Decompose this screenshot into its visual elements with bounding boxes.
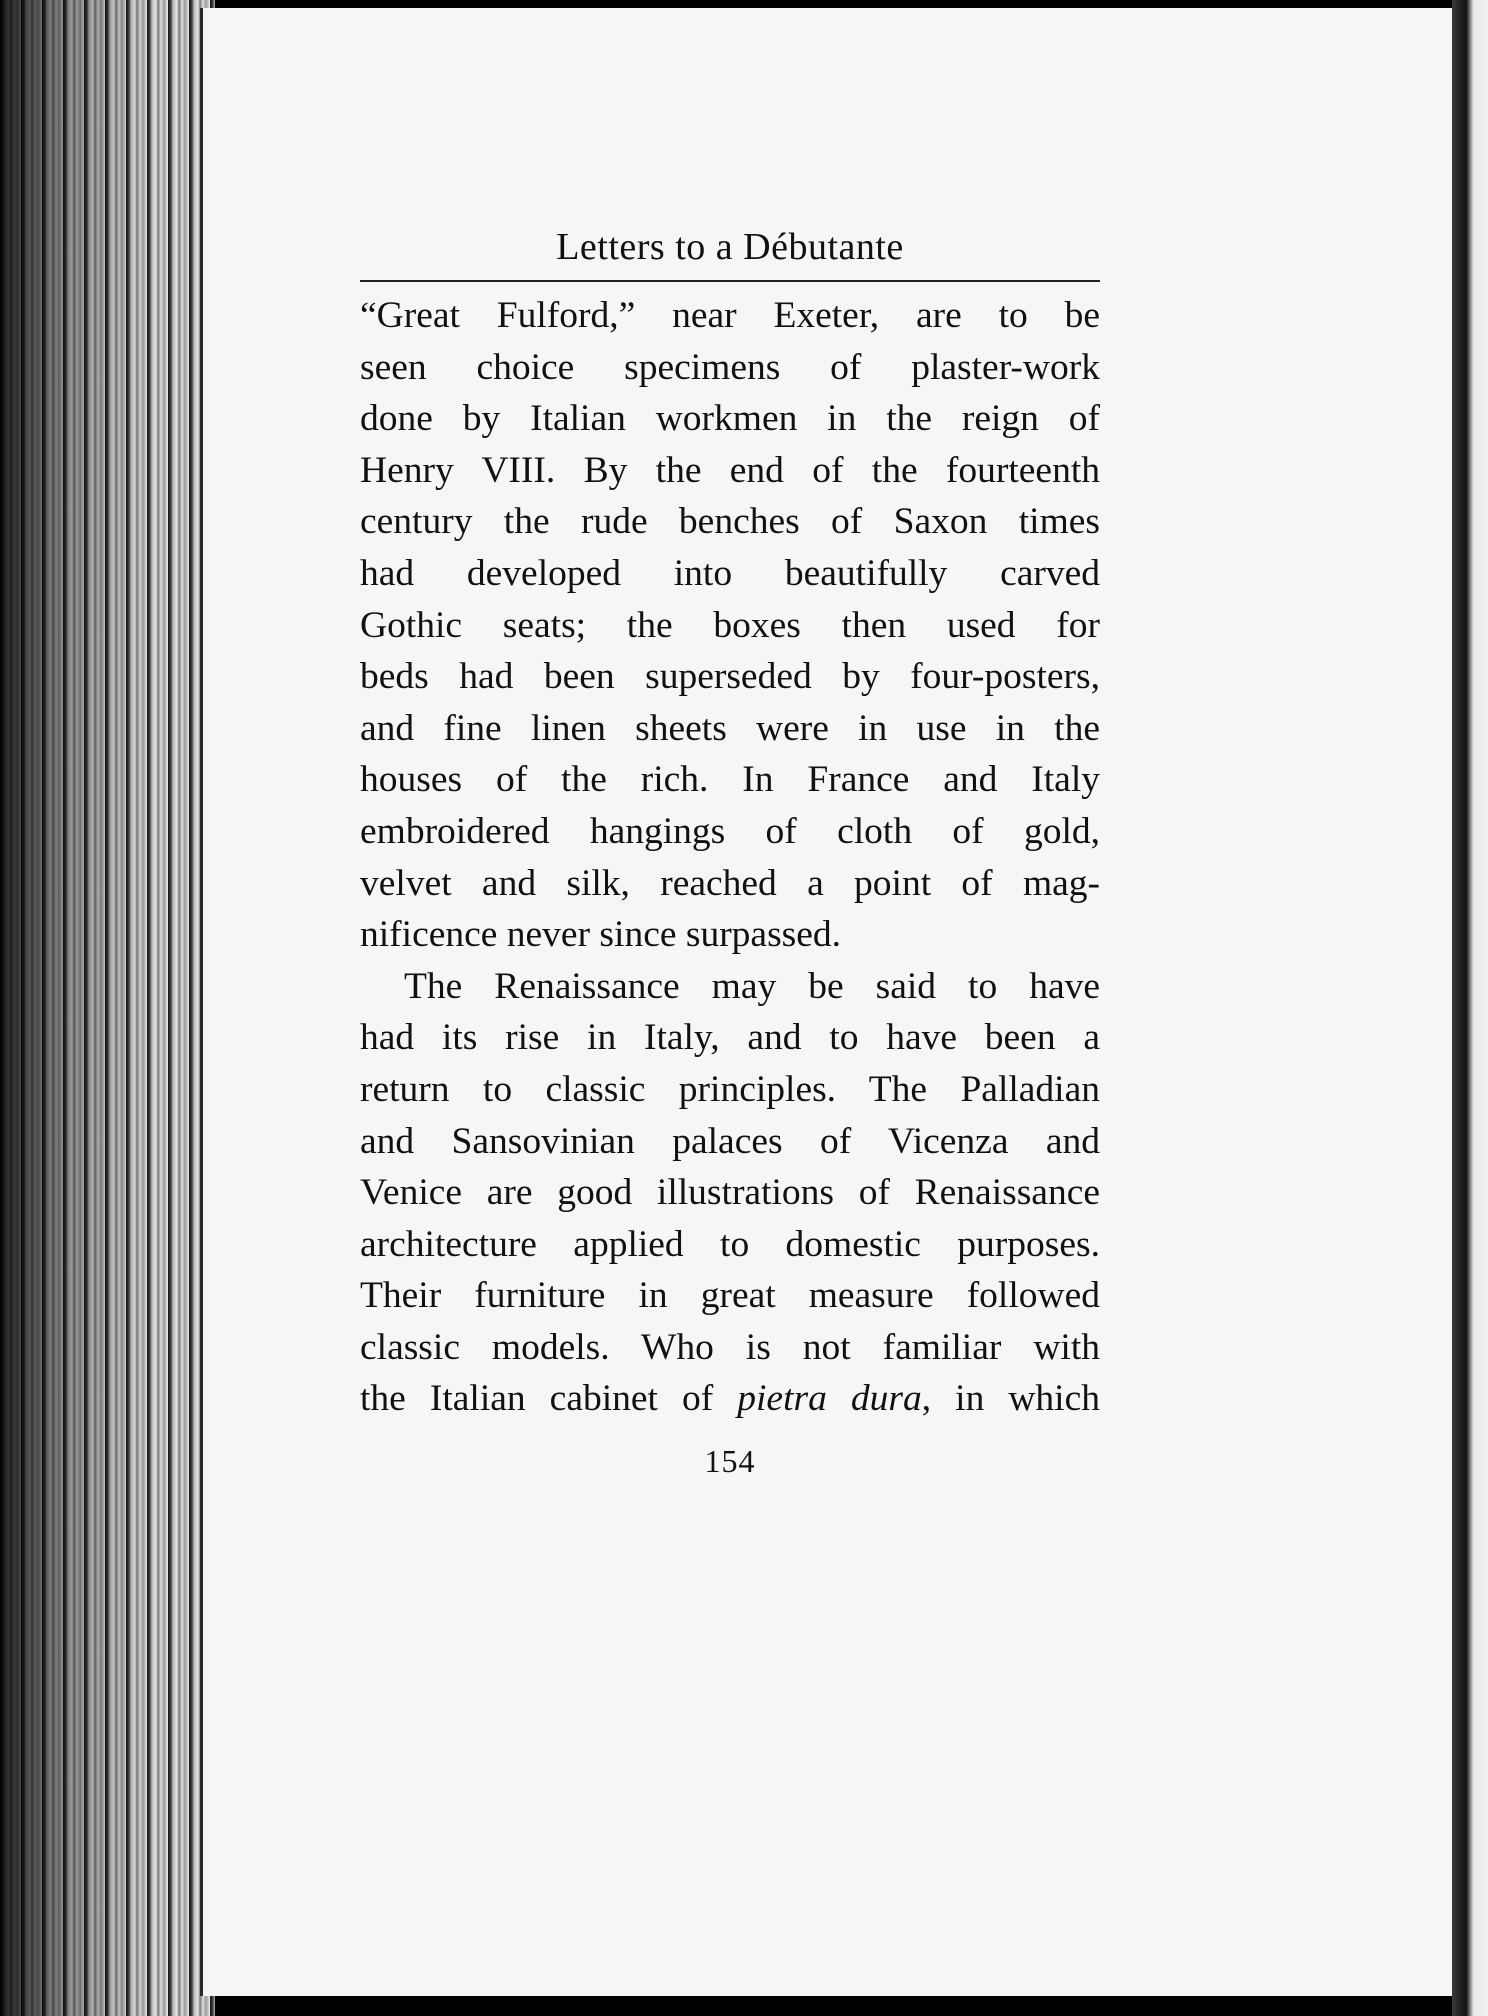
italic-term: pietra dura <box>737 1378 922 1420</box>
text-line: century the rude benches of Saxon times <box>360 501 1100 543</box>
header-rule <box>360 280 1100 282</box>
paragraph <box>360 961 1100 1425</box>
text-line: nificence never since surpassed. <box>360 914 842 956</box>
body-text <box>360 290 1100 1425</box>
text-line: and Sansovinian palaces of Vicenza and <box>360 1120 1100 1162</box>
page-stack-edges <box>0 0 215 2016</box>
text-line: beds had been superseded by four-posters, <box>360 656 1100 698</box>
text-line: had developed into beautifully carved <box>360 552 1100 594</box>
text-line: The Renaissance may be said to have <box>404 965 1100 1007</box>
text-line: done by Italian workmen in the reign of <box>360 398 1100 440</box>
text-line: velvet and silk, reached a point of mag- <box>360 862 1100 904</box>
text-line: and fine linen sheets were in use in the <box>360 707 1100 749</box>
text-line: Gothic seats; the boxes then used for <box>360 604 1100 646</box>
text-line: Venice are good illustrations of Renaissance <box>360 1172 1100 1214</box>
running-head: Letters to a Débutante <box>556 226 904 268</box>
text-line <box>360 1373 1100 1425</box>
text-line: classic models. Who is not familiar with <box>360 1326 1100 1368</box>
paragraph <box>360 290 1100 961</box>
text-line: had its rise in Italy, and to have been a <box>360 1017 1100 1059</box>
text-line: Henry VIII. By the end of the fourteenth <box>360 449 1100 491</box>
text-line: return to classic principles. The Palladian <box>360 1068 1100 1110</box>
text-fragment: , in which <box>921 1378 1100 1420</box>
text-fragment: the Italian cabinet of <box>360 1378 738 1420</box>
text-line: Their furniture in great measure followed <box>360 1275 1100 1317</box>
page-number: 154 <box>704 1443 756 1480</box>
text-line: architecture applied to domestic purposes. <box>360 1223 1100 1265</box>
page-text-block <box>360 222 1100 1480</box>
text-line: seen choice specimens of plaster-work <box>360 346 1100 388</box>
text-line: houses of the rich. In France and Italy <box>360 759 1100 801</box>
text-line: embroidered hangings of cloth of gold, <box>360 810 1100 852</box>
text-line: “Great Fulford,” near Exeter, are to be <box>360 295 1100 336</box>
facing-page-edge <box>1452 0 1488 2016</box>
